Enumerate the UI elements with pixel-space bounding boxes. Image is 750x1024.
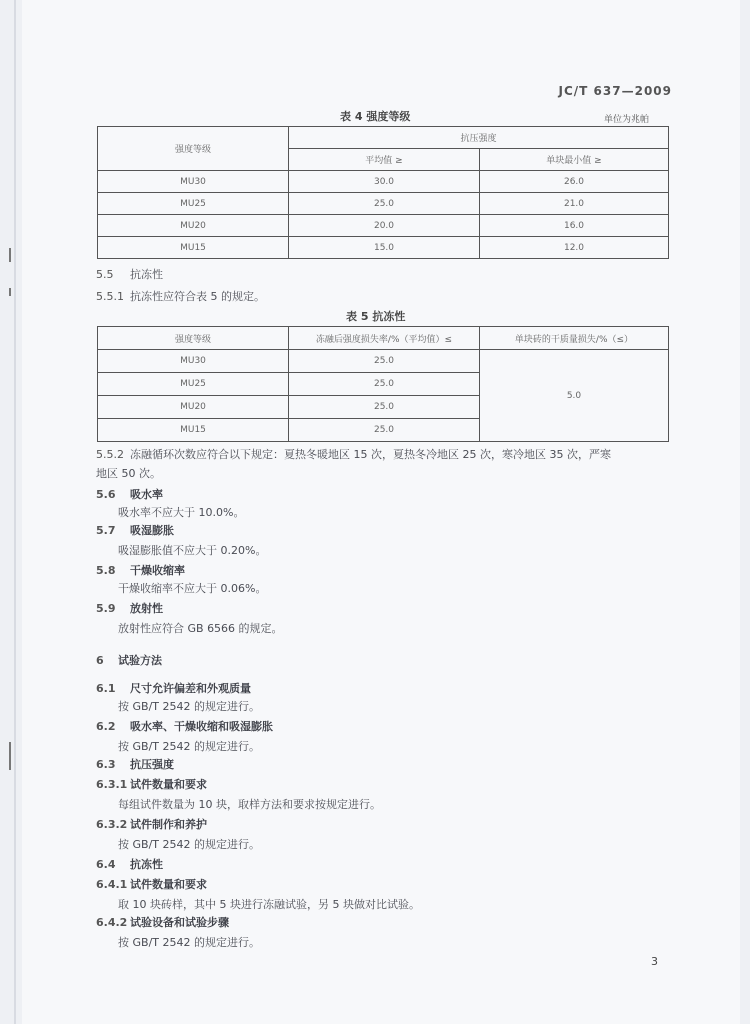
section-title: 试件数量和要求 <box>130 778 207 791</box>
section-title: 尺寸允许偏差和外观质量 <box>130 682 251 695</box>
table-cell: 15.0 <box>289 237 480 259</box>
scan-mark <box>9 288 11 296</box>
section-title: 抗冻性 <box>130 858 163 871</box>
section-title: 干燥收缩率 <box>130 564 185 577</box>
section-6-3 <box>96 756 174 772</box>
table-frost-resistance <box>97 326 669 442</box>
section-number: 6.3 <box>96 758 116 771</box>
table5-header-mass: 单块砖的干质量损失/%（≤） <box>480 327 669 350</box>
table-cell: 25.0 <box>289 373 480 396</box>
table-cell: MU20 <box>98 215 289 237</box>
scan-mark <box>9 742 11 770</box>
table-cell: MU20 <box>98 396 289 419</box>
table-cell: 26.0 <box>480 171 669 193</box>
table4-header-avg: 平均值 ≥ <box>289 149 480 171</box>
table-cell: MU30 <box>98 350 289 373</box>
section-5-5 <box>96 266 163 282</box>
section-5-9-body: 放射性应符合 GB 6566 的规定。 <box>118 622 283 635</box>
table-cell: 25.0 <box>289 396 480 419</box>
table5-caption: 表 5 抗冻性 <box>346 310 406 323</box>
table-cell: 16.0 <box>480 215 669 237</box>
section-number: 5.5 <box>96 268 114 281</box>
table-cell: MU15 <box>98 419 289 442</box>
section-6-1 <box>96 680 251 696</box>
section-5-5-2-cont: 地区 50 次。 <box>96 467 161 480</box>
section-6-4-2 <box>96 914 229 930</box>
section-6-1-body: 按 GB/T 2542 的规定进行。 <box>118 700 260 713</box>
table-cell: 30.0 <box>289 171 480 193</box>
table-row <box>98 171 669 193</box>
section-number: 5.6 <box>96 488 116 501</box>
table-cell: 21.0 <box>480 193 669 215</box>
section-title: 试验设备和试验步骤 <box>130 916 229 929</box>
section-number: 6.4.2 <box>96 916 128 929</box>
table-cell: MU25 <box>98 193 289 215</box>
section-title: 吸水率、干燥收缩和吸湿膨胀 <box>130 720 273 733</box>
section-title: 抗压强度 <box>130 758 174 771</box>
section-5-8-body: 干燥收缩率不应大于 0.06%。 <box>118 582 267 595</box>
section-number: 6.4 <box>96 858 116 871</box>
section-6-3-2-body: 按 GB/T 2542 的规定进行。 <box>118 838 260 851</box>
section-title: 吸湿膨胀 <box>130 524 174 537</box>
section-5-7 <box>96 522 174 538</box>
section-title: 抗冻性 <box>130 268 163 281</box>
section-title: 试件数量和要求 <box>130 878 207 891</box>
section-number: 5.5.1 <box>96 290 124 303</box>
table4-header-group: 抗压强度 <box>289 127 669 149</box>
table-cell: 25.0 <box>289 193 480 215</box>
table-cell-mass: 5.0 <box>480 350 669 442</box>
section-number: 6.3.2 <box>96 818 128 831</box>
section-title: 吸水率 <box>130 488 163 501</box>
scan-mark <box>9 248 11 262</box>
table-cell: 25.0 <box>289 419 480 442</box>
section-5-8 <box>96 562 185 578</box>
section-number: 6.1 <box>96 682 116 695</box>
section-number: 6.2 <box>96 720 116 733</box>
standard-code: JC/T 637—2009 <box>558 84 672 98</box>
section-number: 5.9 <box>96 602 116 615</box>
page-edge <box>14 0 16 1024</box>
table5-header-loss: 冻融后强度损失率/%（平均值）≤ <box>289 327 480 350</box>
table4-header-grade: 强度等级 <box>98 127 289 171</box>
section-6-3-1 <box>96 776 207 792</box>
section-text: 冻融循环次数应符合以下规定：夏热冬暖地区 15 次，夏热冬冷地区 25 次，寒冷地区 35 次，严寒 <box>130 448 611 461</box>
section-text: 抗冻性应符合表 5 的规定。 <box>130 290 265 303</box>
section-6-2 <box>96 718 273 734</box>
table-cell: 20.0 <box>289 215 480 237</box>
section-5-9 <box>96 600 163 616</box>
table-row <box>98 215 669 237</box>
section-number: 6 <box>96 654 104 667</box>
table-cell: 25.0 <box>289 350 480 373</box>
table-strength-grades <box>97 126 669 259</box>
section-5-6-body: 吸水率不应大于 10.0%。 <box>118 506 245 519</box>
section-5-5-1 <box>96 288 265 304</box>
table4-unit: 单位为兆帕 <box>604 115 650 125</box>
page-number: 3 <box>651 955 658 968</box>
section-number: 5.8 <box>96 564 116 577</box>
table5-header-grade: 强度等级 <box>98 327 289 350</box>
table-cell: MU15 <box>98 237 289 259</box>
section-6-4-1-body: 取 10 块砖样，其中 5 块进行冻融试验，另 5 块做对比试验。 <box>118 898 420 911</box>
section-5-7-body: 吸湿膨胀值不应大于 0.20%。 <box>118 544 267 557</box>
section-6-4-2-body: 按 GB/T 2542 的规定进行。 <box>118 936 260 949</box>
table-cell: 12.0 <box>480 237 669 259</box>
section-6-3-1-body: 每组试件数量为 10 块，取样方法和要求按规定进行。 <box>118 798 381 811</box>
table4-header-min: 单块最小值 ≥ <box>480 149 669 171</box>
section-5-6 <box>96 486 163 502</box>
section-6-4-1 <box>96 876 207 892</box>
section-number: 5.5.2 <box>96 448 124 461</box>
section-6-3-2 <box>96 816 207 832</box>
section-6-4 <box>96 856 163 872</box>
section-5-5-2 <box>96 446 611 462</box>
table4-caption: 表 4 强度等级 <box>340 110 411 123</box>
table-row <box>98 237 669 259</box>
section-6 <box>96 652 162 668</box>
table-cell: MU25 <box>98 373 289 396</box>
section-title: 放射性 <box>130 602 163 615</box>
section-number: 6.4.1 <box>96 878 128 891</box>
table-row <box>98 193 669 215</box>
section-number: 6.3.1 <box>96 778 128 791</box>
section-title: 试件制作和养护 <box>130 818 207 831</box>
section-number: 5.7 <box>96 524 116 537</box>
table-row <box>98 350 669 373</box>
section-title: 试验方法 <box>118 654 162 667</box>
table-cell: MU30 <box>98 171 289 193</box>
section-6-2-body: 按 GB/T 2542 的规定进行。 <box>118 740 260 753</box>
